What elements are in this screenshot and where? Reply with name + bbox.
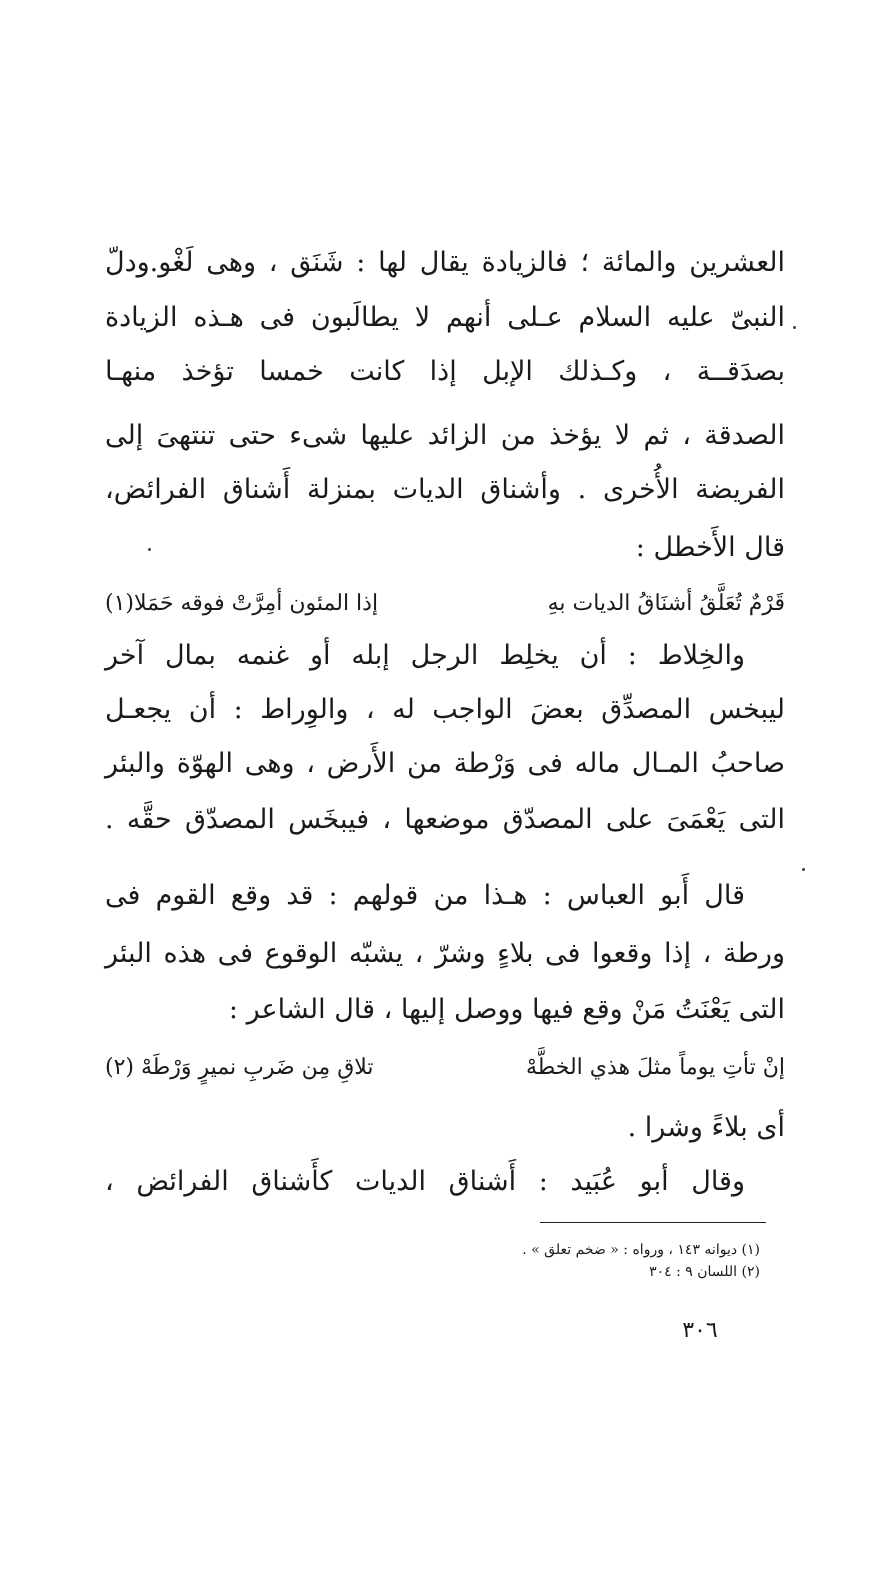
scan-speck (793, 326, 796, 329)
footnote: (١) ديوانه ١٤٣ ، ورواه : « ضخم تعلق » . (522, 1242, 760, 1258)
verse-hemistich-first: إنْ تأتِ يوماً مثلَ هذي الخطَّهْ (525, 1055, 785, 1080)
text-line: قال أَبو العباس : هـذا من قولهم : قد وقع القوم فى (105, 880, 745, 911)
text-line: التى يَعْمَىَ على المصدّق موضعها ، فيبخَس المصدّق حقَّه . (105, 804, 785, 835)
text-line: الفريضة الأُخرى . وأشناق الديات بمنزلة أَشناق الفرائض، (105, 474, 785, 505)
text-line: ليبخس المصدِّق بعضَ الواجب له ، والوِراط : أن يجعـل (105, 694, 785, 725)
text-line: صاحبُ المـال ماله فى وَرْطة من الأَرض ، وهى الهوّة والبئر (105, 748, 785, 779)
verse-line-1 (105, 584, 785, 624)
footnote: (٢) اللسان ٩ : ٣٠٤ (649, 1264, 760, 1280)
text-line: وقال أبو عُبَيد : أَشناق الديات كأَشناق الفرائض ، (105, 1166, 745, 1197)
text-line: بصدَقــة ، وكـذلك الإبل إذا كانت خمسا تؤخذ منهـا (105, 356, 785, 387)
text-line: النبىّ عليه السلام عـلى أنهم لا يطالَبون فى هـذه الزيادة (105, 302, 785, 333)
text-line: التى يَعْنَتُ مَنْ وقع فيها ووصل إليها ، قال الشاعر : (228, 994, 785, 1025)
text-line: العشرين والمائة ؛ فالزيادة يقال لها : شَنَق ، وهى لَغْو.ودلّ (105, 247, 785, 278)
page-number: ٣٠٦ (682, 1318, 718, 1343)
verse-line-2 (105, 1048, 785, 1088)
footnote-separator (540, 1222, 766, 1223)
text-line: الصدقة ، ثم لا يؤخذ من الزائد عليها شىء حتى تنتهىَ إلى (105, 420, 785, 451)
text-line: ورطة ، إذا وقعوا فى بلاءٍ وشرّ ، يشبّه الوقوع فى هذه البئر (105, 938, 785, 969)
verse-hemistich-first: قَرْمٌ تُعَلَّقُ أشنَاقُ الديات بهِ (547, 591, 785, 616)
scan-speck (802, 868, 805, 871)
scan-speck (148, 548, 151, 551)
verse-hemistich-second: تلاقِ مِن ضَربِ نميرٍ وَرْطَهْ (٢) (105, 1055, 374, 1080)
text-line: والخِلاط : أن يخلِط الرجل إبله أو غنمه بمال آخر (105, 640, 745, 671)
text-line: قال الأَخطل : (635, 532, 785, 563)
verse-hemistich-second: إذا المئون أمِرَّتْ فوقه حَمَلا(١) (105, 591, 379, 616)
text-line: أى بلاءً وشرا . (627, 1112, 785, 1143)
